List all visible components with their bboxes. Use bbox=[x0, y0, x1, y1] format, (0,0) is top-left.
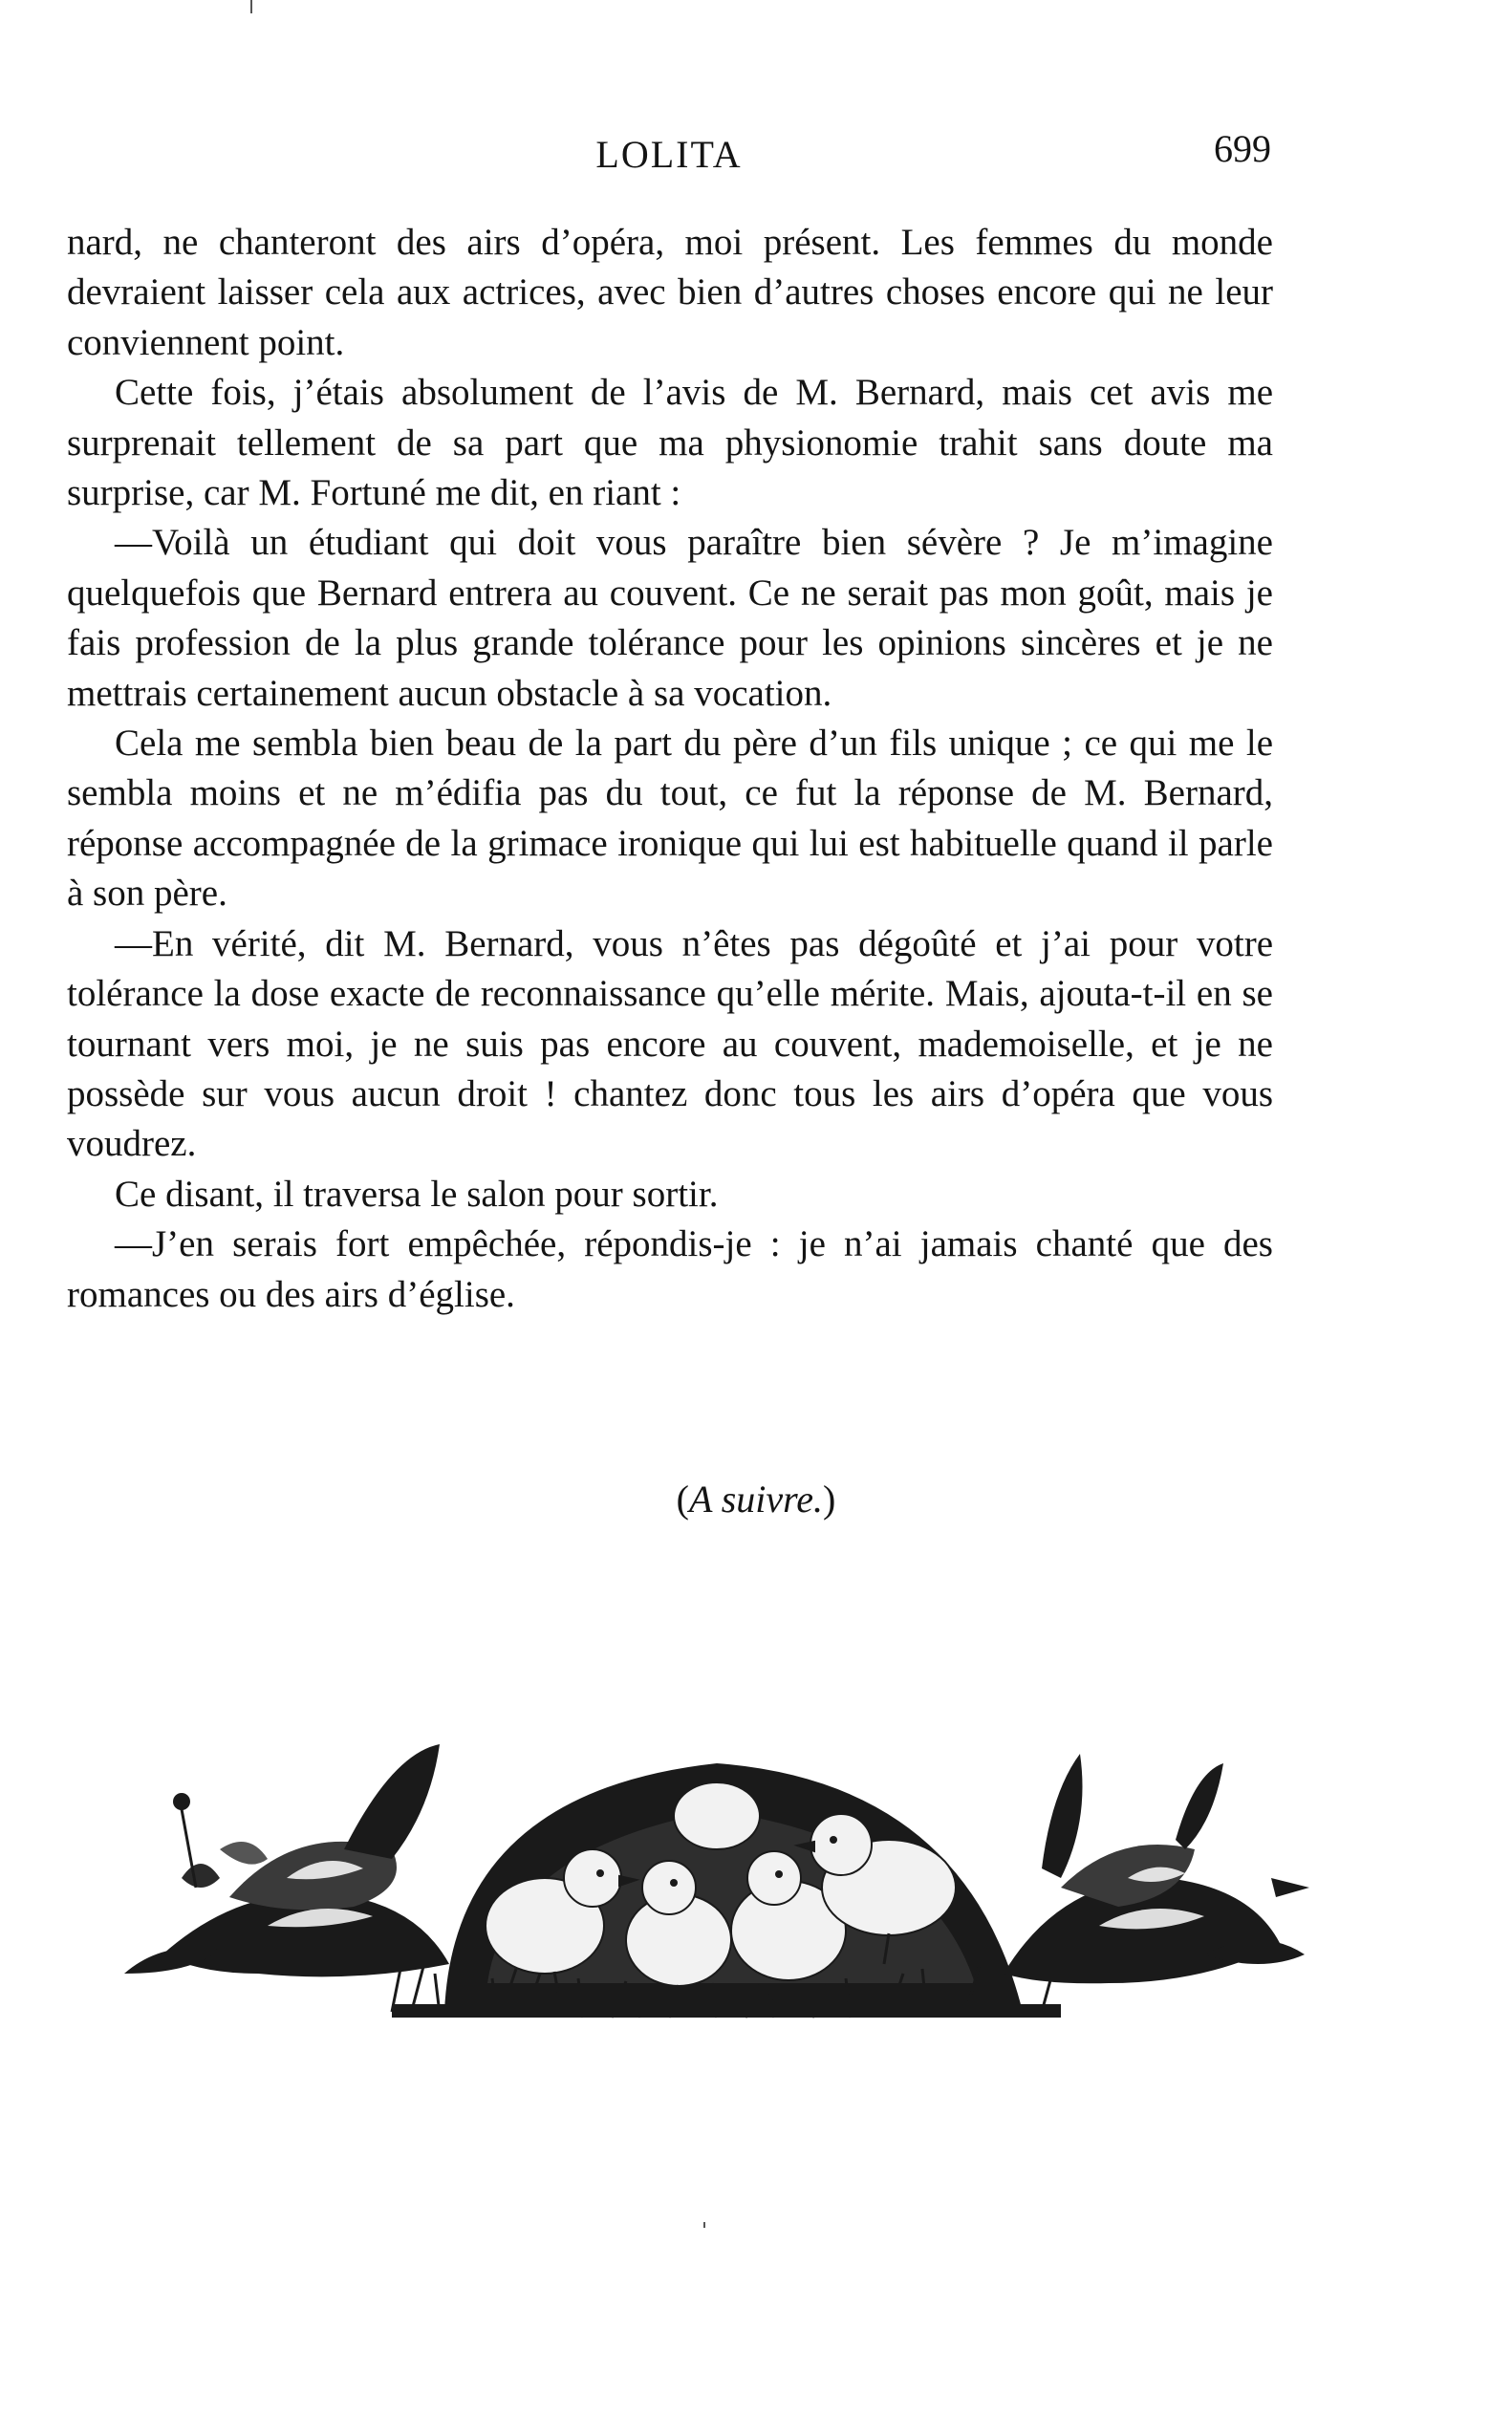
paragraph-2: Cette fois, j’étais absolument de l’avis de M. Bernard, mais cet avis me surprenait tellement de sa part que ma physionomie trahit sans doute ma surprise, car M. Fortuné me dit, en riant : bbox=[67, 372, 1273, 514]
running-head bbox=[67, 127, 1271, 189]
paragraph-7: —J’en serais fort empêchée, répondis-je : je n’ai jamais chanté que des romances ou des airs d’église. bbox=[67, 1223, 1273, 1315]
to-be-continued-text: A suivre. bbox=[689, 1478, 823, 1521]
to-be-continued bbox=[0, 1477, 1512, 1522]
scan-speck-top bbox=[250, 0, 252, 13]
page-number: 699 bbox=[1214, 127, 1271, 170]
left-leaves bbox=[124, 1744, 449, 1976]
close-paren: ) bbox=[822, 1478, 836, 1521]
paragraph-1: nard, ne chanteront des airs d’opéra, moi présent. Les femmes du monde devraient laisser cela aux actrices, avec bien d’autres choses encore qui ne leur conviennent point. bbox=[67, 222, 1273, 363]
running-title: LOLITA bbox=[595, 133, 743, 176]
chicks-vignette-illustration bbox=[105, 1735, 1314, 2021]
scan-speck-bottom bbox=[703, 2222, 705, 2228]
paragraph-6: Ce disant, il traversa le salon pour sortir. bbox=[115, 1173, 719, 1215]
paragraph-5: —En vérité, dit M. Bernard, vous n’êtes pas dégoûté et j’ai pour votre tolérance la dose exacte de reconnaissance qu’elle mérite. Mais, ajouta-t-il en se tournant vers moi, je ne suis pas encore au couvent, mademoiselle, et je ne possède sur vous aucun droit ! chantez donc tous les airs d’opéra que vous voudrez. bbox=[67, 922, 1273, 1165]
open-paren: ( bbox=[676, 1478, 689, 1521]
paragraph-4: Cela me sembla bien beau de la part du père d’un fils unique ; ce qui me le sembla moins et ne m’édifia pas du tout, ce fut la réponse de M. Bernard, réponse accompagnée de la grimace ironique qui lui est habituelle quand il parle à son père. bbox=[67, 723, 1273, 915]
body-text bbox=[67, 218, 1273, 1320]
paragraph-3: —Voilà un étudiant qui doit vous paraître bien sévère ? Je m’imagine quelquefois que Bernard entrera au couvent. Ce ne serait pas mon goût, mais je fais profession de la plus grande tolérance pour les opinions sincères et je ne mettrais certainement aucun obstacle à sa vocation. bbox=[67, 522, 1273, 714]
